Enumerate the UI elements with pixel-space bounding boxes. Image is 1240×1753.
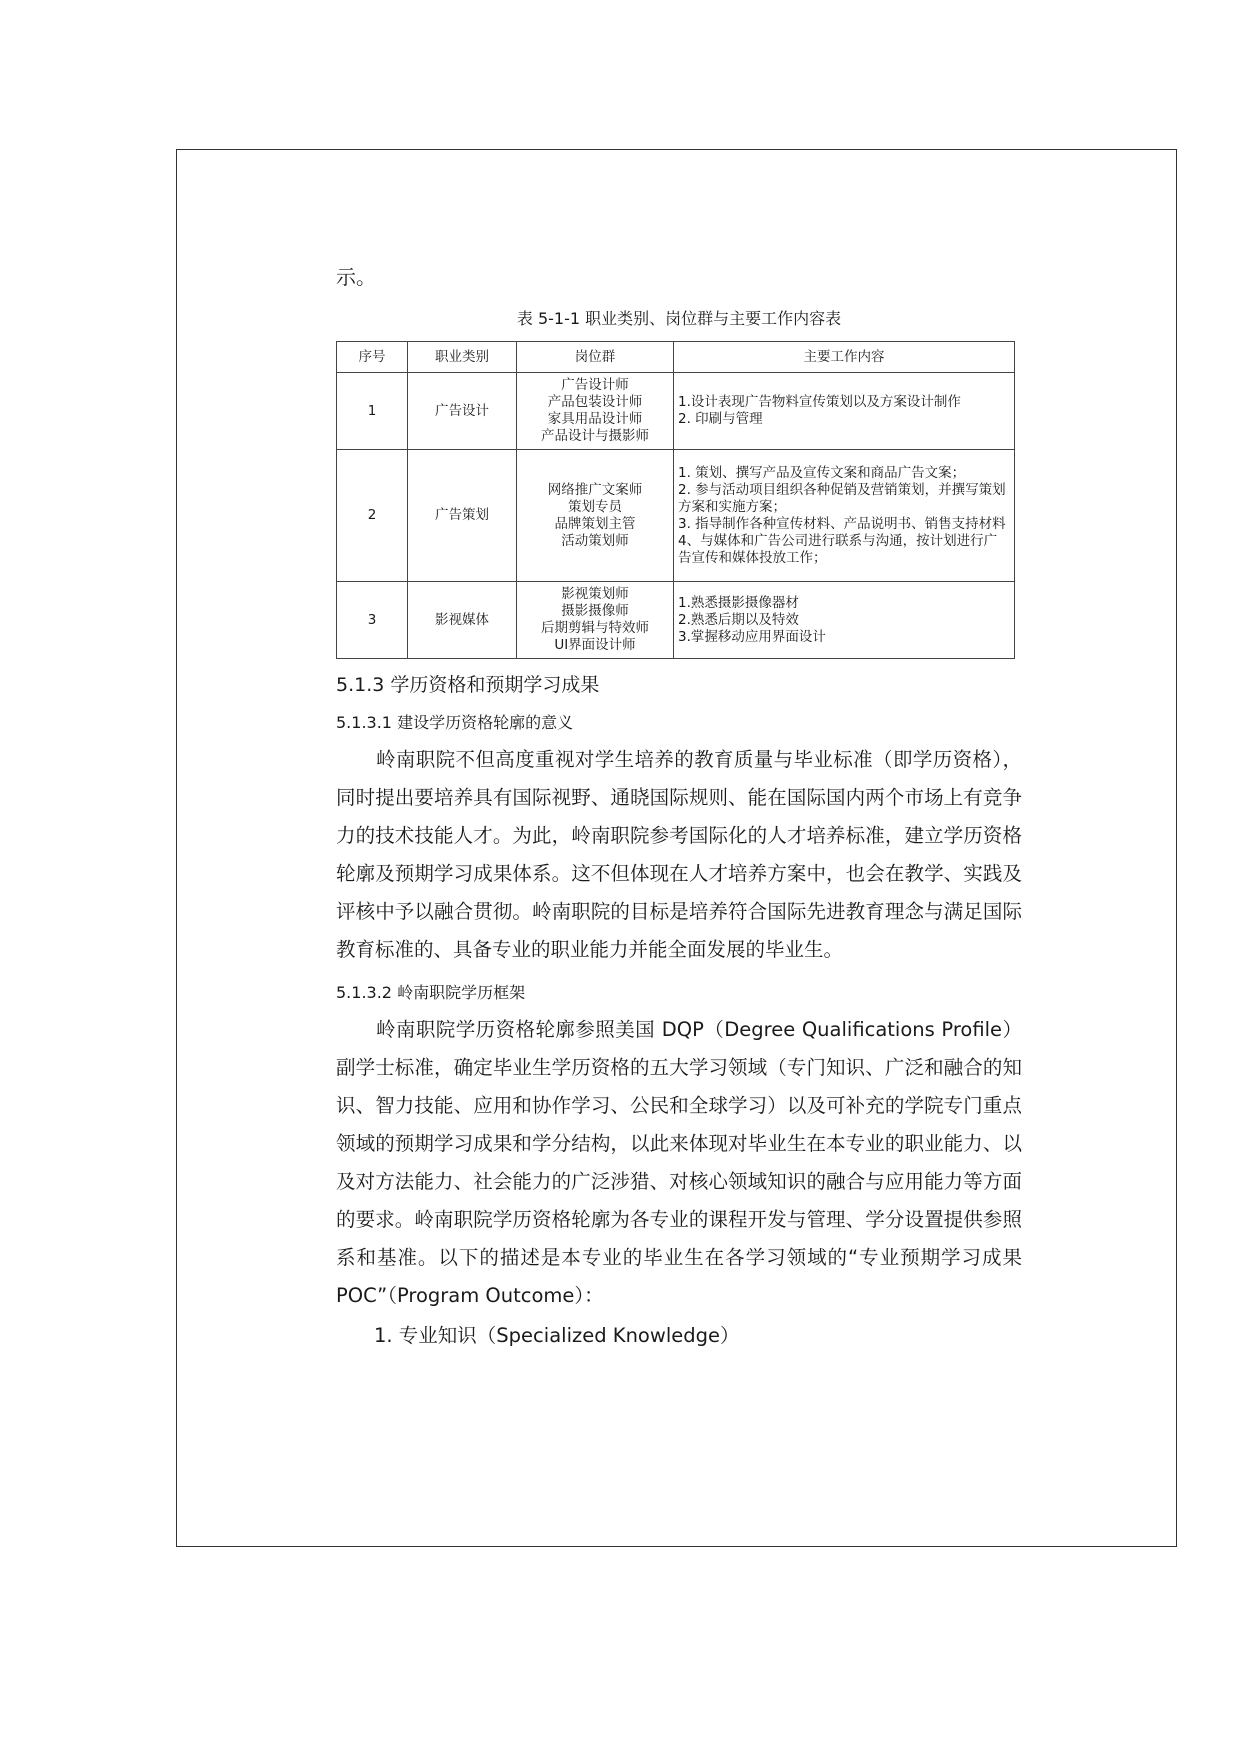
position-item: 策划专员 (568, 498, 622, 515)
cell-positions (517, 582, 674, 659)
cell-duties (674, 450, 1015, 582)
table-caption: 表 5-1-1 职业类别、岗位群与主要工作内容表 (516, 309, 842, 328)
duty-item: 1.熟悉摄影摄像器材 (678, 594, 799, 611)
duty-item: 4、与媒体和广告公司进行联系与沟通，按计划进行广告宣传和媒体投放工作； (678, 532, 998, 566)
header-no: 序号 (337, 342, 408, 373)
table-header-row (337, 342, 1015, 373)
body-paragraph: 岭南职院学历资格轮廓参照美国 DQP（Degree Qualifications Profile）副学士标准，确定毕业生学历资格的五大学习领域（专门知识、广泛和融合的知识、智力技能、应用和协作学习、公民和全球学习）以及可补充的学院专门重点领域的预期学习成果和学分结构，以此来体现对毕业生在本专业的职业能力、以及对方法能力、社会能力的广泛涉猎、对核心领域知识的融合与应用能力等方面的要求。岭南职院学历资格轮廓为各专业的课程开发与管理、学分设置提供参照系和基准。以下的描述是本专业的毕业生在各学习领域的“专业预期学习成果POC”（Program Outcome）： (336, 1018, 1022, 1307)
cell-duties (674, 582, 1015, 659)
cell-no: 3 (337, 582, 408, 659)
cell-category: 广告策划 (408, 450, 517, 582)
position-item: 品牌策划主管 (554, 515, 636, 532)
cell-positions (517, 450, 674, 582)
header-positions: 岗位群 (517, 342, 674, 373)
table-row (337, 582, 1015, 659)
header-duties: 主要工作内容 (674, 342, 1015, 373)
position-item: 产品设计与摄影师 (541, 428, 649, 444)
body-paragraph: 岭南职院不但高度重视对学生培养的教育质量与毕业标准（即学历资格），同时提出要培养具有国际视野、通晓国际规则、能在国际国内两个市场上有竞争力的技术技能人才。为此，岭南职院参考国际化的人才培养标准，建立学历资格轮廓及预期学习成果体系。这不但体现在人才培养方案中，也会在教学、实践及评核中予以融合贯彻。岭南职院的目标是培养符合国际先进教育理念与满足国际教育标准的、具备专业的职业能力并能全面发展的毕业生。 (336, 748, 1022, 961)
position-item: 网络推广文案师 (547, 481, 643, 498)
position-item: 产品包装设计师 (547, 394, 643, 410)
cell-duties (674, 373, 1015, 450)
subsection-heading: 5.1.3.2 岭南职院学历框架 (336, 983, 526, 1002)
cell-positions (517, 373, 674, 450)
cell-no: 2 (337, 450, 408, 582)
list-item: 1. 专业知识（Specialized Knowledge） (374, 1324, 740, 1347)
position-item: 摄影摄像师 (561, 603, 629, 619)
duty-item: 1.设计表现广告物料宣传策划以及方案设计制作 (678, 394, 961, 410)
subsection-heading: 5.1.3.1 建设学历资格轮廓的意义 (336, 713, 574, 732)
duty-item: 2. 参与活动项目组织各种促销及营销策划，并撰写策划方案和实施方案； (678, 481, 1006, 515)
cell-no: 1 (337, 373, 408, 450)
table-row (337, 450, 1015, 582)
position-item: 家具用品设计师 (547, 411, 643, 427)
duty-item: 3. 指导制作各种宣传材料、产品说明书、销售支持材料 (678, 515, 1006, 532)
position-item: 活动策划师 (561, 532, 629, 549)
duty-item: 2. 印刷与管理 (678, 411, 763, 427)
position-item: 后期剪辑与特效师 (541, 620, 649, 636)
cell-category: 影视媒体 (408, 582, 517, 659)
header-category: 职业类别 (408, 342, 517, 373)
lead-text: 示。 (336, 265, 376, 289)
position-item: 广告设计师 (561, 377, 629, 393)
duty-item: 2.熟悉后期以及特效 (678, 611, 799, 628)
job-table (336, 341, 1015, 659)
section-heading: 5.1.3 学历资格和预期学习成果 (336, 674, 600, 696)
duty-item: 3.掌握移动应用界面设计 (678, 628, 826, 645)
position-item: UI界面设计师 (554, 637, 636, 653)
duty-item: 1. 策划、撰写产品及宣传文案和商品广告文案； (678, 464, 966, 481)
table-row (337, 373, 1015, 450)
cell-category: 广告设计 (408, 373, 517, 450)
position-item: 影视策划师 (561, 586, 629, 602)
document-body (336, 260, 1022, 1355)
